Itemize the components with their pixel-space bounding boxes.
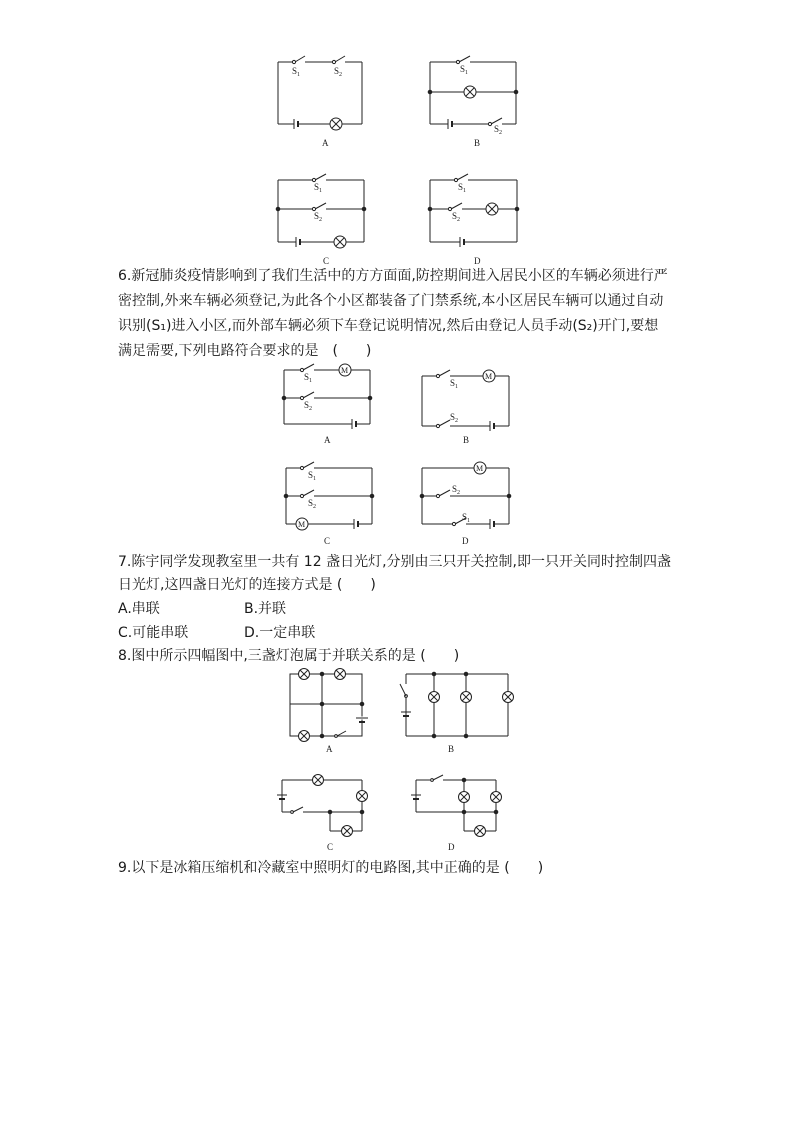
- svg-text:S2: $S_2$: [450, 412, 459, 424]
- lamp-icon: [335, 669, 346, 680]
- lamp-icon: [491, 792, 502, 803]
- svg-text:S1: $S_1$: [308, 470, 317, 482]
- svg-text:M: M: [485, 372, 493, 381]
- svg-text:S1: $S_1$: [304, 372, 313, 384]
- q6-label-c: C: [324, 536, 331, 546]
- lamp-icon: [475, 826, 486, 837]
- svg-text:S1: $S_1$: [292, 66, 301, 78]
- q7-option-b[interactable]: B.并联: [244, 601, 287, 617]
- q6-line-3: 识别(S₁)进入小区,而外部车辆必须下车登记说明情况,然后由登记人员手动(S₂)开门,要想: [118, 318, 659, 334]
- q5-label-d: D: [474, 256, 481, 266]
- q6-label-b: B: [463, 435, 470, 445]
- q6-label-d: D: [462, 536, 469, 546]
- svg-text:S2: $S_2$: [334, 66, 343, 78]
- q5-label-b: B: [474, 138, 481, 148]
- q6-line-1: 6.新冠肺炎疫情影响到了我们生活中的方方面面,防控期间进入居民小区的车辆必须进行严: [118, 268, 668, 284]
- q8-circuit-a: [290, 669, 368, 742]
- q8-stem: 8.图中所示四幅图中,三盏灯泡属于并联关系的是 ( ): [118, 648, 460, 664]
- svg-text:M: M: [476, 464, 484, 473]
- lamp-icon: [459, 792, 470, 803]
- q7-line-1: 7.陈宇同学发现教室里一共有 12 盏日光灯,分别由三只开关控制,即一只开关同时控制四盏: [118, 554, 671, 570]
- lamp-icon: [461, 692, 472, 703]
- lamp-icon: [429, 692, 440, 703]
- q6-line-4: 满足需要,下列电路符合要求的是 ( ): [118, 343, 372, 359]
- q9-stem: 9.以下是冰箱压缩机和冷藏室中照明灯的电路图,其中正确的是 ( ): [118, 860, 544, 876]
- svg-text:S2: $S_2$: [304, 400, 313, 412]
- q8-label-c: C: [327, 842, 334, 852]
- q7-option-d[interactable]: D.一定串联: [244, 625, 316, 641]
- lamp-icon: [313, 775, 324, 786]
- svg-text:S1: $S_1$: [458, 182, 467, 194]
- q8-circuit-d: [411, 775, 502, 837]
- lamp-icon: [299, 731, 310, 742]
- q6-line-2: 密控制,外来车辆必须登记,为此各个小区都装备了门禁系统,本小区居民车辆可以通过自动: [118, 293, 664, 309]
- q7-option-c[interactable]: C.可能串联: [118, 625, 189, 641]
- q6-label-a: A: [324, 435, 331, 445]
- q8-circuit-b: [400, 672, 514, 738]
- svg-text:S1: $S_1$: [314, 182, 323, 194]
- q5-label-a: A: [322, 138, 329, 148]
- lamp-icon: [503, 692, 514, 703]
- q5-label-c: C: [323, 256, 330, 266]
- lamp-icon: [342, 826, 353, 837]
- svg-text:S2: $S_2$: [308, 498, 317, 510]
- q7-line-2: 日光灯,这四盏日光灯的连接方式是 ( ): [118, 577, 376, 593]
- svg-text:S2: $S_2$: [452, 484, 461, 496]
- q8-label-b: B: [448, 744, 455, 754]
- svg-text:S2: $S_2$: [314, 211, 323, 223]
- q7-option-a[interactable]: A.串联: [118, 601, 160, 617]
- lamp-icon: [357, 791, 368, 802]
- svg-text:S1: $S_1$: [450, 378, 459, 390]
- q8-circuit-c: [277, 775, 368, 837]
- q8-label-d: D: [448, 842, 455, 852]
- svg-text:M: M: [341, 366, 349, 375]
- svg-text:M: M: [298, 520, 306, 529]
- q8-label-a: A: [326, 744, 333, 754]
- svg-text:S2: $S_2$: [452, 211, 461, 223]
- svg-text:S1: $S_1$: [460, 64, 469, 76]
- svg-text:S1: $S_1$: [462, 512, 471, 524]
- svg-text:S2: $S_2$: [494, 124, 503, 136]
- lamp-icon: [299, 669, 310, 680]
